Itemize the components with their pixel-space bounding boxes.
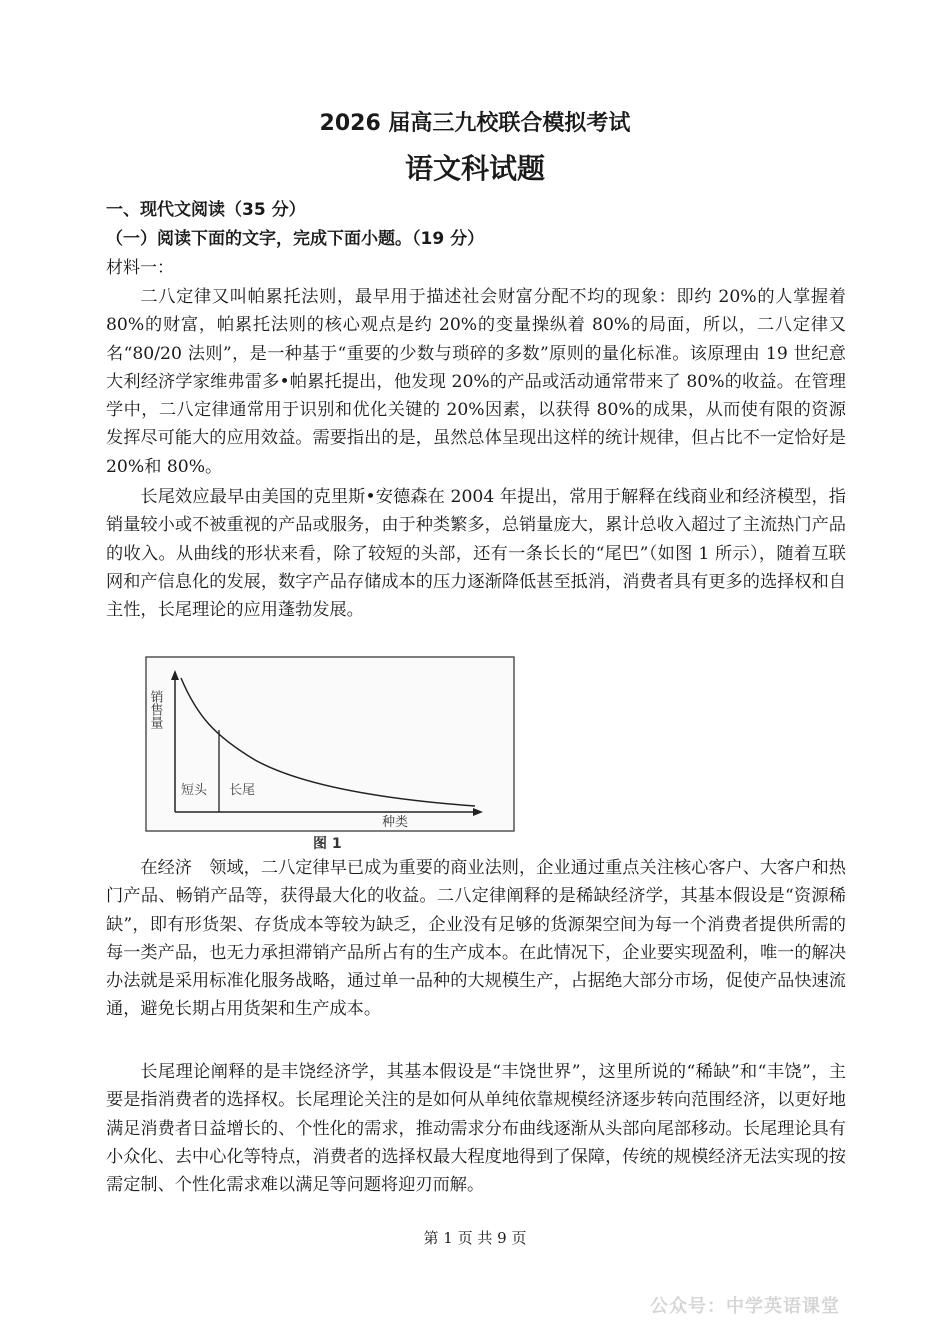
x-axis-label: 种类 — [382, 815, 409, 830]
exam-subject-title: 语文科试题 — [404, 152, 545, 185]
paragraph-abundance: 长尾理论阐释的是丰饶经济学，其基本假设是“丰饶世界”，这里所说的“稀缺”和“丰饶”，主要是指消费者的选择权。长尾理论关注的是如何从单纯依靠规模经济逐步转向范围经济，以更好地满足消费者日益增长的、个性化的需求，推动需求分布曲线逐渐从头部向尾部移动。长尾理论具有小众化、去中心化等特点，消费者的选择权最大程度地得到了保障，传统的规模经济无法实现的按需定制、个性化需求难以满足等问题将迎刃而解。 — [106, 1062, 846, 1196]
paragraph-scarcity: 在经济 领域，二八定律早已成为重要的商业法则，企业通过重点关注核心客户、大客户和热门产品、畅销产品等，获得最大化的收益。二八定律阐释的是稀缺经济学，其基本假设是“资源稀缺”，即有形货架、存货成本等较为缺乏，企业没有足够的货源架空间为每一个消费者提供所需的每一类产品，也无力承担滞销产品所占有的生产成本。在此情况下，企业要实现盈利，唯一的解决办法就是采用标准化服务战略，通过单一品种的大规模生产，占据绝大部分市场，促使产品快速流通，避免长期占用货架和生产成本。 — [106, 858, 846, 1020]
section-heading: 一、现代文阅读（35 分） — [106, 200, 306, 220]
tail-label: 长尾 — [229, 783, 256, 798]
long-tail-figure — [145, 656, 515, 856]
paragraph-pareto: 二八定律又叫帕累托法则，最早用于描述社会财富分配不均的现象：即约 20%的人掌握着 80%的财富，帕累托法则的核心观点是约 20%的变量操纵着 80%的局面，所以，二八定律又名“80/20 法则”，是一种基于“重要的少数与琐碎的多数”原则的量化标准。该原理由 19 世纪意大利经济学家维弗雷多•帕累托提出，他发现 20%的产品或活动通常带来了 80%的收益。在管理学中，二八定律通常用于识别和优化关键的 20%因素，以获得 80%的成果，从而使有限的资源发挥尽可能大的应用效益。需要指出的是，虽然总体呈现出这样的统计规律，但占比不一定恰好是 20%和 80%。 — [106, 287, 846, 477]
head-label: 短头 — [181, 783, 208, 798]
exam-title: 2026 届高三九校联合模拟考试 — [319, 111, 631, 136]
page-number: 第 1 页 共 9 页 — [423, 1229, 527, 1247]
subsection-heading: （一）阅读下面的文字，完成下面小题。（19 分） — [106, 229, 485, 249]
y-axis-label: 销售量 — [147, 690, 163, 729]
material-label: 材料一： — [106, 258, 174, 278]
figure-caption: 图 1 — [313, 836, 342, 852]
paragraph-long-tail: 长尾效应最早由美国的克里斯•安德森在 2004 年提出，常用于解释在线商业和经济模型，指销量较小或不被重视的产品或服务，由于种类繁多，总销量庞大，累计总收入超过了主流热门产品的收入。从曲线的形状来看，除了较短的头部，还有一条长长的“尾巴”（如图 1 所示），随着互联网和产信息化的发展，数字产品存储成本的压力逐渐降低甚至抵消，消费者具有更多的选择权和自主性，长尾理论的应用蓬勃发展。 — [106, 487, 846, 621]
long-tail-chart — [145, 656, 515, 856]
watermark: 公众号：中学英语课堂 — [650, 1296, 840, 1317]
